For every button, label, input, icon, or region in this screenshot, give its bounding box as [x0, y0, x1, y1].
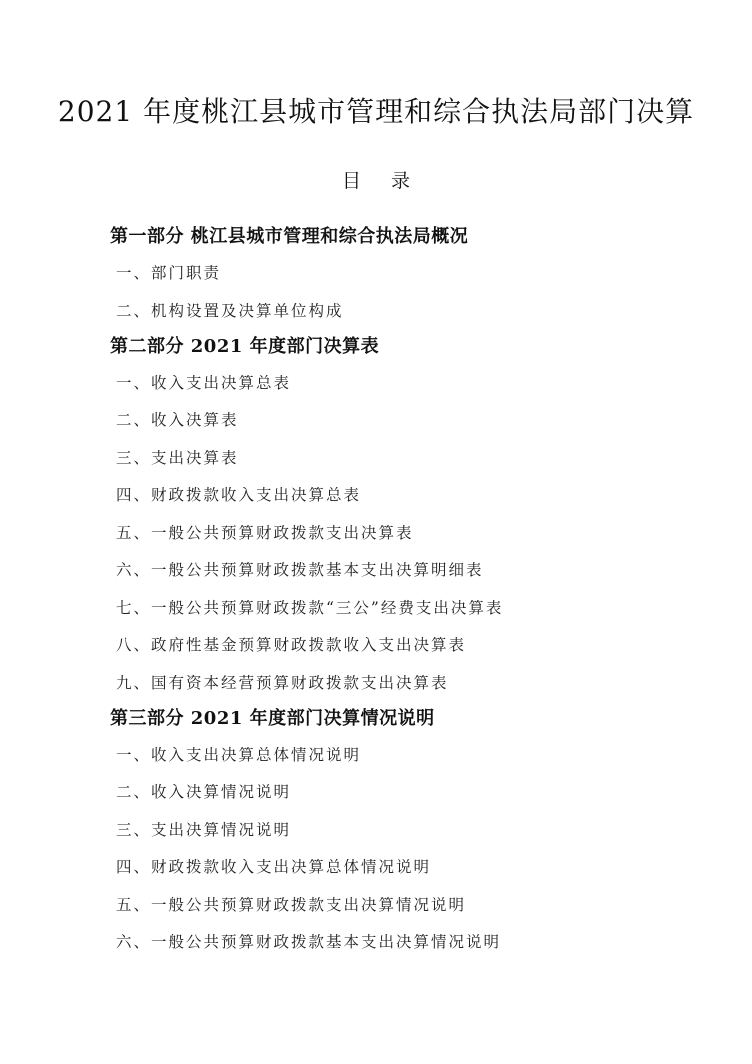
toc-part-3-heading: 第三部分 2021 年度部门决算情况说明	[110, 707, 435, 729]
toc-item: 三、支出决算情况说明	[116, 820, 292, 839]
toc-item: 四、财政拨款收入支出决算总体情况说明	[116, 858, 432, 876]
toc-part-2-heading: 第二部分 2021 年度部门决算表	[110, 335, 380, 357]
toc-item: 五、一般公共预算财政拨款支出决算情况说明	[116, 895, 467, 914]
toc-item: 九、国有资本经营预算财政拨款支出决算表	[116, 673, 449, 692]
toc-item: 六、一般公共预算财政拨款基本支出决算情况说明	[116, 933, 502, 951]
toc-item: 一、收入支出决算总表	[116, 373, 292, 392]
toc-item: 六、一般公共预算财政拨款基本支出决算明细表	[116, 561, 484, 579]
toc-item: 七、一般公共预算财政拨款“三公”经费支出决算表	[116, 598, 504, 617]
table-of-contents	[110, 222, 710, 965]
toc-item: 八、政府性基金预算财政拨款收入支出决算表	[116, 636, 467, 654]
toc-item: 三、支出决算表	[116, 448, 239, 467]
toc-item: 四、财政拨款收入支出决算总表	[116, 486, 362, 504]
toc-part-1-heading: 第一部分 桃江县城市管理和综合执法局概况	[110, 226, 469, 247]
toc-heading: 目 录	[341, 170, 423, 192]
toc-item: 一、收入支出决算总体情况说明	[116, 745, 362, 764]
document-title: 2021 年度桃江县城市管理和综合执法局部门决算	[57, 95, 695, 128]
toc-item: 一、部门职责	[116, 264, 222, 282]
toc-item: 二、收入决算表	[116, 411, 239, 429]
toc-item: 五、一般公共预算财政拨款支出决算表	[116, 523, 414, 542]
toc-item: 二、机构设置及决算单位构成	[116, 301, 344, 320]
toc-item: 二、收入决算情况说明	[116, 783, 292, 801]
